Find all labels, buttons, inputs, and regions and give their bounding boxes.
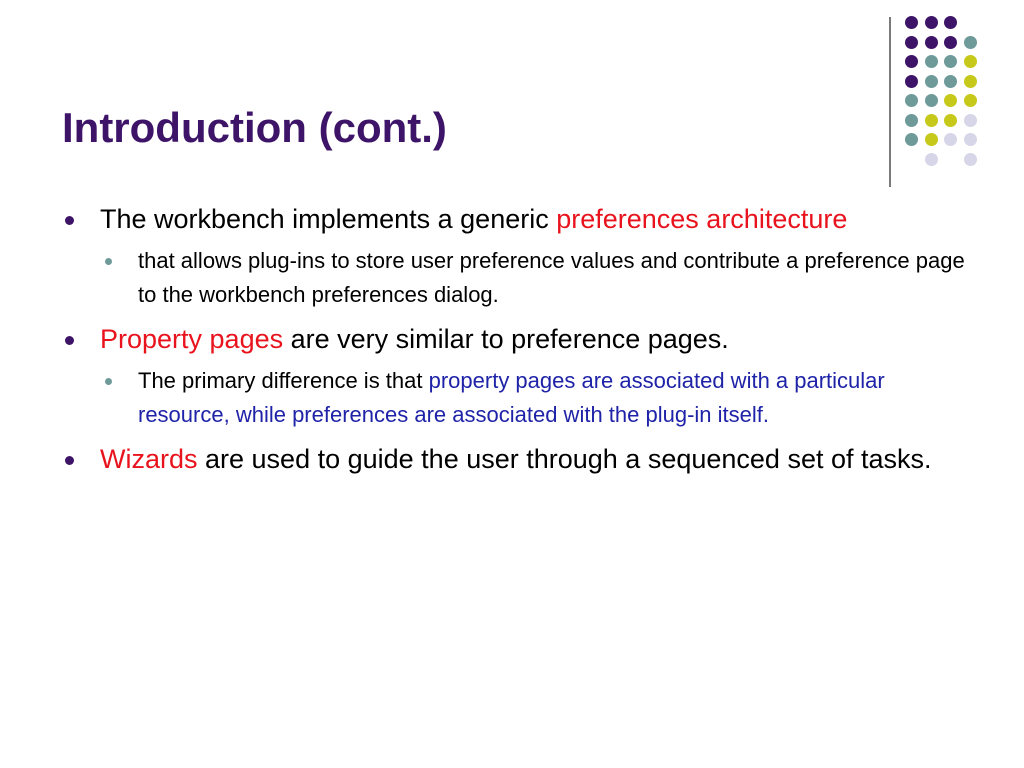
bullet-marker-icon (65, 456, 74, 465)
sub-bullet-1 (62, 244, 972, 312)
sub-bullet-2-highlight: property pages are associated with a particular resource, while preferences are associated with the plug-in itself. (138, 368, 885, 427)
decor-dot (905, 75, 918, 88)
decor-dot (944, 55, 957, 68)
decor-dot (944, 114, 957, 127)
bullet-1-highlight: preferences architecture (556, 204, 848, 234)
bullet-2 (62, 320, 972, 358)
bullet-3 (62, 440, 972, 478)
sub-bullet-2-text: The primary difference is that (138, 368, 429, 393)
sub-bullet-1-text: that allows plug-ins to store user preference values and contribute a preference page to the workbench preferences dialog. (138, 248, 965, 307)
decor-dot (964, 133, 977, 146)
decor-dot (964, 153, 977, 166)
decor-dot (964, 55, 977, 68)
decor-dot (905, 133, 918, 146)
decor-dot (944, 16, 957, 29)
decor-dot (964, 75, 977, 88)
decor-dot (925, 55, 938, 68)
bullet-2-highlight: Property pages (100, 324, 284, 354)
bullet-1 (62, 200, 972, 238)
decor-dot (905, 114, 918, 127)
decor-dot (964, 94, 977, 107)
sub-bullet-marker-icon (105, 258, 112, 265)
bullet-2-text-after: are very similar to preference pages. (283, 324, 729, 354)
decorative-dot-grid (0, 0, 1024, 200)
decor-dot (944, 75, 957, 88)
sub-bullet-marker-icon (105, 378, 112, 385)
decor-dot (905, 55, 918, 68)
decor-dot (944, 133, 957, 146)
decor-dot (925, 16, 938, 29)
decor-dot (944, 36, 957, 49)
decor-dot (925, 114, 938, 127)
bullet-3-text-after: are used to guide the user through a sequenced set of tasks. (197, 444, 932, 474)
bullet-1-text: The workbench implements a generic (100, 204, 557, 234)
decor-dot (905, 36, 918, 49)
title-divider-line (889, 17, 891, 187)
decor-dot (925, 133, 938, 146)
decor-dot (925, 153, 938, 166)
decor-dot (905, 94, 918, 107)
decor-dot (925, 94, 938, 107)
decor-dot (925, 75, 938, 88)
bullet-marker-icon (65, 216, 74, 225)
decor-dot (905, 16, 918, 29)
decor-dot (964, 114, 977, 127)
decor-dot (944, 94, 957, 107)
bullet-3-highlight: Wizards (100, 444, 198, 474)
decor-dot (964, 36, 977, 49)
slide-title: Introduction (cont.) (62, 104, 447, 151)
sub-bullet-2 (62, 364, 972, 432)
slide-content (62, 200, 972, 484)
bullet-marker-icon (65, 336, 74, 345)
decor-dot (925, 36, 938, 49)
